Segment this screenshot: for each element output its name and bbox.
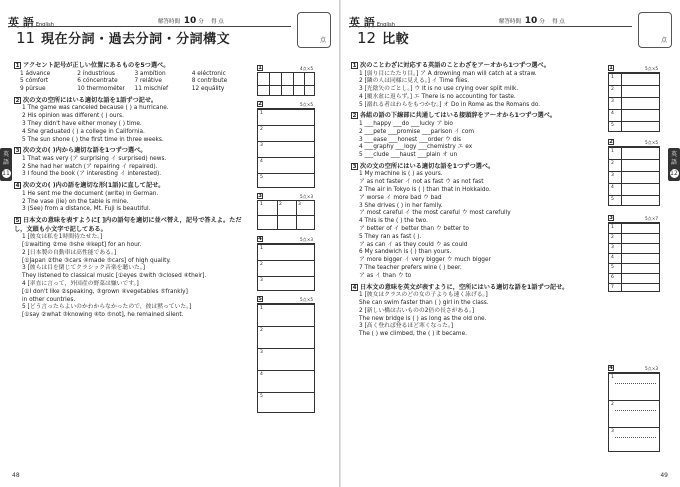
question-line: 4 She graduated ( ) a college in California. — [22, 128, 145, 135]
answer-box-2[interactable]: 2 5点×5 1 2 3 4 5 — [608, 146, 660, 206]
question-heading: 4 次の文の( )内の語を適切な形(1語)に直して記せ。 — [15, 182, 165, 190]
question-1 — [14, 62, 249, 94]
question-heading: 4 日本文の意味を英文が表すように，空所にはいる適切な語を1語ずつ記せ。 — [352, 283, 569, 291]
question-line: ア as can イ as they could ウ as could — [359, 241, 468, 248]
question-line: 6 My sandwich is ( ) than yours. — [359, 249, 452, 256]
question-heading: 3 次の文の空所にはいる適切な語を1つずつ選べ。 — [352, 162, 495, 170]
question-line: 2 [日本製の自動車は高性能である。] — [22, 249, 117, 256]
question-line: 5 ___clude ___haust ___plain オ un — [359, 152, 458, 159]
question-2 — [14, 97, 249, 144]
side-tab: 英 語 11 — [0, 148, 12, 181]
unit-title: 12 比較 — [357, 29, 410, 47]
question-line: 5 They ran as fast ( ). — [359, 233, 422, 240]
question-line: 3 [高く登れば登るほど寒くなった。] — [359, 323, 454, 330]
question-line: 1 [彼女はクラスのどの女の子よりも速く泳げる。] — [359, 292, 488, 299]
question-heading: 1 アクセント記号が正しい位置にあるものを5つ選べ。 — [15, 62, 170, 69]
question-2 — [351, 112, 583, 159]
question-line: 3 ___ease ___honest ___order ウ dis — [359, 136, 462, 143]
header-rule — [8, 26, 291, 27]
question-line: ア as イ than ウ to — [359, 272, 412, 279]
question-line: 3 [彼らは目を閉じてクラシック音楽を聴いた。] — [22, 265, 145, 272]
answer-box-2[interactable]: 2 5点×5 1 2 3 4 5 — [257, 108, 315, 188]
side-tab: 英 語 12 — [668, 148, 680, 181]
question-line: 1 The game was canceled because ( ) a hurricane. — [22, 105, 169, 112]
question-line: 2 ___pete ___promise ___parison イ com — [359, 128, 475, 135]
score-box: 点 — [297, 12, 331, 48]
answer-box-4[interactable]: 4 5点×3 1 2 3 — [257, 243, 315, 291]
question-line: ア worse イ more bad ウ bad — [359, 194, 442, 201]
question-line: [①I don't like ②speaking, ③grown ④vegetables ⑤frankly] — [22, 288, 188, 295]
question-5 — [14, 217, 249, 320]
question-line: 1 ___happy ___do ___lucky ア bio — [359, 120, 453, 127]
question-line: ア more bigger イ very bigger ウ much bigger — [359, 257, 491, 264]
questions — [14, 62, 249, 323]
question-line: [①say ②what ③knowing ④to ⑤not], he remained silent. — [22, 312, 184, 319]
answer-box-1[interactable]: 1 4点×5 — [257, 72, 315, 96]
choice-row: 1 ádvance 2 índustrious 3 ambítion 4 eléctronic — [20, 70, 226, 77]
question-line: 2 The air in Tokyo is ( ) than that in Hokkaido. — [359, 187, 491, 194]
question-heading: 2 次の文の空所にはいる適切な語を1語ずつ記せ。 — [15, 96, 158, 104]
page-number: 48 — [12, 472, 20, 479]
question-line: The new bridge is ( ) as long as the old one. — [359, 315, 487, 322]
question-heading: 1 次のことわざに対応する英語のことわざをア〜オから1つずつ選べ。 — [352, 62, 550, 69]
question-line: 1 That was very (ア surprising イ surprised) news. — [22, 155, 167, 162]
question-line: 4 [率直に言って，外国産の野菜は嫌いです。] — [22, 280, 139, 287]
question-line: 3 I found the book (ア interesting イ interested). — [22, 171, 162, 178]
time-limit: 解答時間 10 分 得 点 — [158, 16, 224, 26]
page-number: 49 — [660, 472, 668, 479]
question-line: ア most careful イ the most careful ウ most carefully — [359, 210, 511, 217]
question-4 — [14, 182, 249, 214]
question-line: The ( ) we climbed, the ( ) it became. — [359, 331, 467, 338]
question-line: 4 [覆水盆に返らず。] エ There is no accounting for taste. — [359, 93, 516, 100]
question-heading: 5 日本文の意味を表すように[ ]内の語句を適切に並べ替え，記号で答えよ。ただし，文頭も小文字で記してある。 — [14, 217, 242, 233]
question-line: They listened to classical music [①eyes ②with ③closed ④their]. — [22, 273, 207, 280]
unit-title: 11 現在分詞・過去分詞・分詞構文 — [16, 29, 231, 47]
questions — [351, 62, 583, 342]
answer-box-3[interactable]: 3 5点×7 1 2 3 4 5 6 7 — [609, 215, 658, 290]
question-line: 1 My machine is ( ) as yours. — [359, 171, 443, 178]
question-line: 3 (See) from a distance, Mt. Fuji is beautiful. — [22, 206, 151, 213]
question-line: 2 His opinion was different ( ) ours. — [22, 113, 124, 120]
subject-label: 英 語 English — [349, 16, 395, 29]
question-line: 3 They didn't have either money ( ) time. — [22, 120, 142, 127]
question-line: in other countries. — [22, 296, 76, 303]
question-line: 3 She drives ( ) in her family. — [359, 202, 443, 209]
question-line: She can swim faster than ( ) girl in the class. — [359, 299, 489, 306]
question-line: ア better of イ better than ウ better to — [359, 226, 469, 233]
right-page — [340, 0, 680, 487]
subject-label: 英 語 English — [8, 16, 54, 29]
question-4 — [351, 284, 583, 339]
question-line: 5 [溺れる者はわらをもつかむ。] オ Do in Rome as the Romans do. — [359, 101, 541, 108]
page-header — [349, 12, 672, 54]
question-line: 2 She had her watch (ア repairing イ repaired). — [22, 163, 158, 170]
question-line: 1 [弱り目にたたり目。] ア A drowning man will catch at a straw. — [359, 70, 537, 77]
question-heading: 2 各組の語の下線部に共通してはいる接頭辞をア〜オから1つずつ選べ。 — [352, 112, 557, 120]
question-3 — [14, 147, 249, 179]
question-line: ア as not faster イ not as fast ウ as not fast — [359, 179, 484, 186]
score-box: 点 — [638, 12, 672, 48]
question-line: 7 The teacher prefers wine ( ) beer. — [359, 265, 462, 272]
time-limit: 解答時間 10 分 得 点 — [499, 16, 565, 26]
answer-box-4[interactable]: 4 5点×3 1 2 3 — [608, 372, 660, 452]
answer-box-3[interactable]: 3 5点×3 1 2 3 — [257, 200, 315, 230]
question-line: 2 [隣の人は同様に見える。] イ Time flies. — [359, 78, 470, 85]
choice-row: 5 cómfort 6 cóncentrate 7 relátive 8 contríbute — [20, 78, 228, 85]
choice-row: 9 pürsue 10 thermométer 11 mischíef 12 equálity — [20, 86, 225, 93]
question-line: [①waiting ②me ③she ④kept] for an hour. — [22, 241, 142, 248]
question-line: 5 [どう言ったらよいのかわからなかったので，彼は黙っていた。] — [22, 304, 192, 311]
question-line: 2 [新しい橋は古いものの2倍の長さがある。] — [359, 307, 475, 314]
answer-box-5[interactable]: 5 5点×5 1 2 3 4 5 — [257, 303, 315, 413]
question-line: 3 [光陰矢のごとし。] ウ It is no use crying over spilt milk. — [359, 86, 519, 93]
question-3 — [351, 163, 583, 281]
header-rule — [349, 26, 632, 27]
question-line: 4 ___graphy ___logy ___chemistry エ ex — [359, 144, 473, 151]
question-heading: 3 次の文の( )内から適切な語を1つずつ選べ。 — [15, 147, 147, 155]
question-line: [①Japan ②the ③cars ④made ⑤cars] of high quality. — [22, 257, 171, 264]
page-header — [8, 12, 331, 54]
question-line: 2 The vase (lie) on the table is mine. — [22, 198, 129, 205]
question-1 — [351, 62, 583, 109]
question-line: 1 [彼女は私を1時間待たせた。] — [22, 234, 103, 241]
question-line: 5 The sun shone ( ) the first time in three weeks. — [22, 136, 164, 143]
answer-box-1[interactable]: 1 5点×5 1 2 3 4 5 — [608, 72, 660, 132]
question-line: 1 He sent me the document (write) in German. — [22, 190, 159, 197]
question-line: 4 This is the ( ) the two. — [359, 218, 428, 225]
